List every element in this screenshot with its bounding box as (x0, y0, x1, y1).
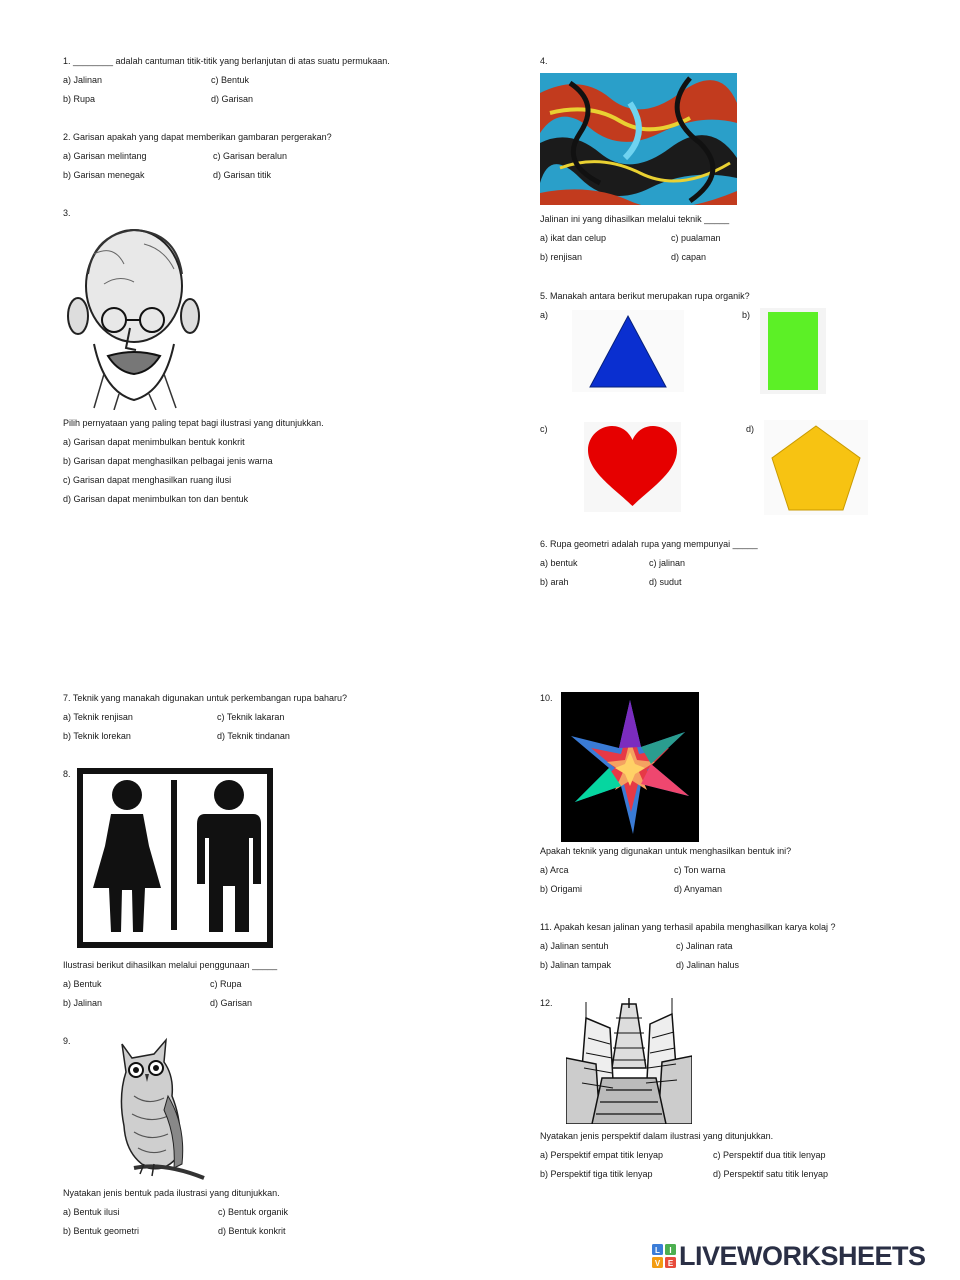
q4-option-b[interactable]: b) renjisan (540, 252, 583, 262)
question-9-text: Nyatakan jenis bentuk pada ilustrasi yang ditunjukkan. (63, 1188, 280, 1198)
q3-option-b[interactable]: b) Garisan dapat menghasilkan pelbagai jenis warna (63, 456, 273, 466)
q5-option-d[interactable]: d) (746, 424, 755, 434)
q5-option-b[interactable]: b) (742, 310, 751, 320)
q10-option-d[interactable]: d) Anyaman (674, 884, 723, 894)
q6-option-c[interactable]: c) jalinan (649, 558, 686, 568)
q12-option-b[interactable]: b) Perspektif tiga titik lenyap (540, 1169, 653, 1179)
question-11-text: 11. Apakah kesan jalinan yang terhasil apabila menghasilkan karya kolaj ? (540, 922, 836, 932)
q11-option-c[interactable]: c) Jalinan rata (676, 941, 733, 951)
svg-text:E: E (667, 1259, 674, 1268)
question-12-text: Nyatakan jenis perspektif dalam ilustrasi yang ditunjukkan. (540, 1131, 774, 1141)
q2-option-a[interactable]: a) Garisan melintang (63, 151, 147, 161)
q1-option-b[interactable]: b) Rupa (63, 94, 96, 104)
q8-option-b[interactable]: b) Jalinan (63, 998, 103, 1008)
question-5-text: 5. Manakah antara berikut merupakan rupa organik? (540, 291, 750, 301)
question-3-number: 3. (63, 208, 71, 218)
q7-option-b[interactable]: b) Teknik lorekan (63, 731, 131, 741)
q5-option-c[interactable]: c) (540, 424, 548, 434)
q9-option-c[interactable]: c) Bentuk organik (218, 1207, 289, 1217)
q12-option-c[interactable]: c) Perspektif dua titik lenyap (713, 1150, 826, 1160)
liveworksheets-logo[interactable] (652, 1240, 926, 1272)
q4-option-d[interactable]: d) capan (671, 252, 707, 262)
q6-option-d[interactable]: d) sudut (649, 577, 682, 587)
q10-option-a[interactable]: a) Arca (540, 865, 569, 875)
q1-option-d[interactable]: d) Garisan (211, 94, 254, 104)
svg-text:L: L (655, 1246, 660, 1255)
marbling-pattern-image (540, 73, 737, 205)
portrait-sketch-image (64, 224, 200, 410)
q11-option-d[interactable]: d) Jalinan halus (676, 960, 740, 970)
svg-text:V: V (654, 1259, 661, 1268)
q10-option-c[interactable]: c) Ton warna (674, 865, 726, 875)
q8-option-d[interactable]: d) Garisan (210, 998, 253, 1008)
question-7-text: 7. Teknik yang manakah digunakan untuk perkembangan rupa baharu? (63, 693, 348, 703)
q4-option-a[interactable]: a) ikat dan celup (540, 233, 607, 243)
q7-option-d[interactable]: d) Teknik tindanan (217, 731, 290, 741)
question-10-number: 10. (540, 693, 553, 703)
q4-option-c[interactable]: c) pualaman (671, 233, 721, 243)
question-6-text: 6. Rupa geometri adalah rupa yang mempunyai _____ (540, 539, 758, 549)
q8-option-a[interactable]: a) Bentuk (63, 979, 102, 989)
question-10-text: Apakah teknik yang digunakan untuk menghasilkan bentuk ini? (540, 846, 792, 856)
q3-option-d[interactable]: d) Garisan dapat menimbulkan ton dan bentuk (63, 494, 249, 504)
q5-option-a[interactable]: a) (540, 310, 549, 320)
q6-option-b[interactable]: b) arah (540, 577, 569, 587)
blue-triangle-shape[interactable] (572, 310, 684, 392)
q6-option-a[interactable]: a) bentuk (540, 558, 578, 568)
red-heart-shape[interactable] (584, 422, 681, 512)
liveworksheets-logo-icon (652, 1244, 676, 1268)
restroom-sign-image (77, 768, 273, 948)
q3-option-c[interactable]: c) Garisan dapat menghasilkan ruang ilusi (63, 475, 232, 485)
q7-option-a[interactable]: a) Teknik renjisan (63, 712, 133, 722)
question-4-number: 4. (540, 56, 548, 66)
owl-sketch-image (104, 1036, 212, 1184)
q2-option-d[interactable]: d) Garisan titik (213, 170, 272, 180)
svg-text:I: I (669, 1246, 672, 1255)
question-12-number: 12. (540, 998, 553, 1008)
city-perspective-image (566, 998, 692, 1124)
q1-option-c[interactable]: c) Bentuk (211, 75, 250, 85)
q9-option-d[interactable]: d) Bentuk konkrit (218, 1226, 286, 1236)
yellow-pentagon-shape[interactable] (764, 420, 868, 515)
q2-option-c[interactable]: c) Garisan beralun (213, 151, 288, 161)
q9-option-b[interactable]: b) Bentuk geometri (63, 1226, 140, 1236)
q8-option-c[interactable]: c) Rupa (210, 979, 242, 989)
q12-option-a[interactable]: a) Perspektif empat titik lenyap (540, 1150, 664, 1160)
q3-option-a[interactable]: a) Garisan dapat menimbulkan bentuk konkrit (63, 437, 245, 447)
question-4-text: Jalinan ini yang dihasilkan melalui teknik _____ (540, 214, 730, 224)
q11-option-b[interactable]: b) Jalinan tampak (540, 960, 612, 970)
liveworksheets-logo-text: LIVEWORKSHEETS (679, 1240, 926, 1271)
question-2-text: 2. Garisan apakah yang dapat memberikan gambaran pergerakan? (63, 132, 332, 142)
q2-option-b[interactable]: b) Garisan menegak (63, 170, 145, 180)
q11-option-a[interactable]: a) Jalinan sentuh (540, 941, 609, 951)
q9-option-a[interactable]: a) Bentuk ilusi (63, 1207, 120, 1217)
question-8-number: 8. (63, 769, 71, 779)
question-3-text: Pilih pernyataan yang paling tepat bagi ilustrasi yang ditunjukkan. (63, 418, 324, 428)
green-rectangle-shape[interactable] (760, 308, 826, 394)
origami-star-image (561, 692, 699, 842)
question-8-text: Ilustrasi berikut dihasilkan melalui penggunaan _____ (63, 960, 278, 970)
q12-option-d[interactable]: d) Perspektif satu titik lenyap (713, 1169, 829, 1179)
question-9-number: 9. (63, 1036, 71, 1046)
q1-option-a[interactable]: a) Jalinan (63, 75, 103, 85)
q10-option-b[interactable]: b) Origami (540, 884, 583, 894)
q7-option-c[interactable]: c) Teknik lakaran (217, 712, 285, 722)
question-1-text: 1. ________ adalah cantuman titik-titik yang berlanjutan di atas suatu permukaan. (63, 56, 390, 66)
